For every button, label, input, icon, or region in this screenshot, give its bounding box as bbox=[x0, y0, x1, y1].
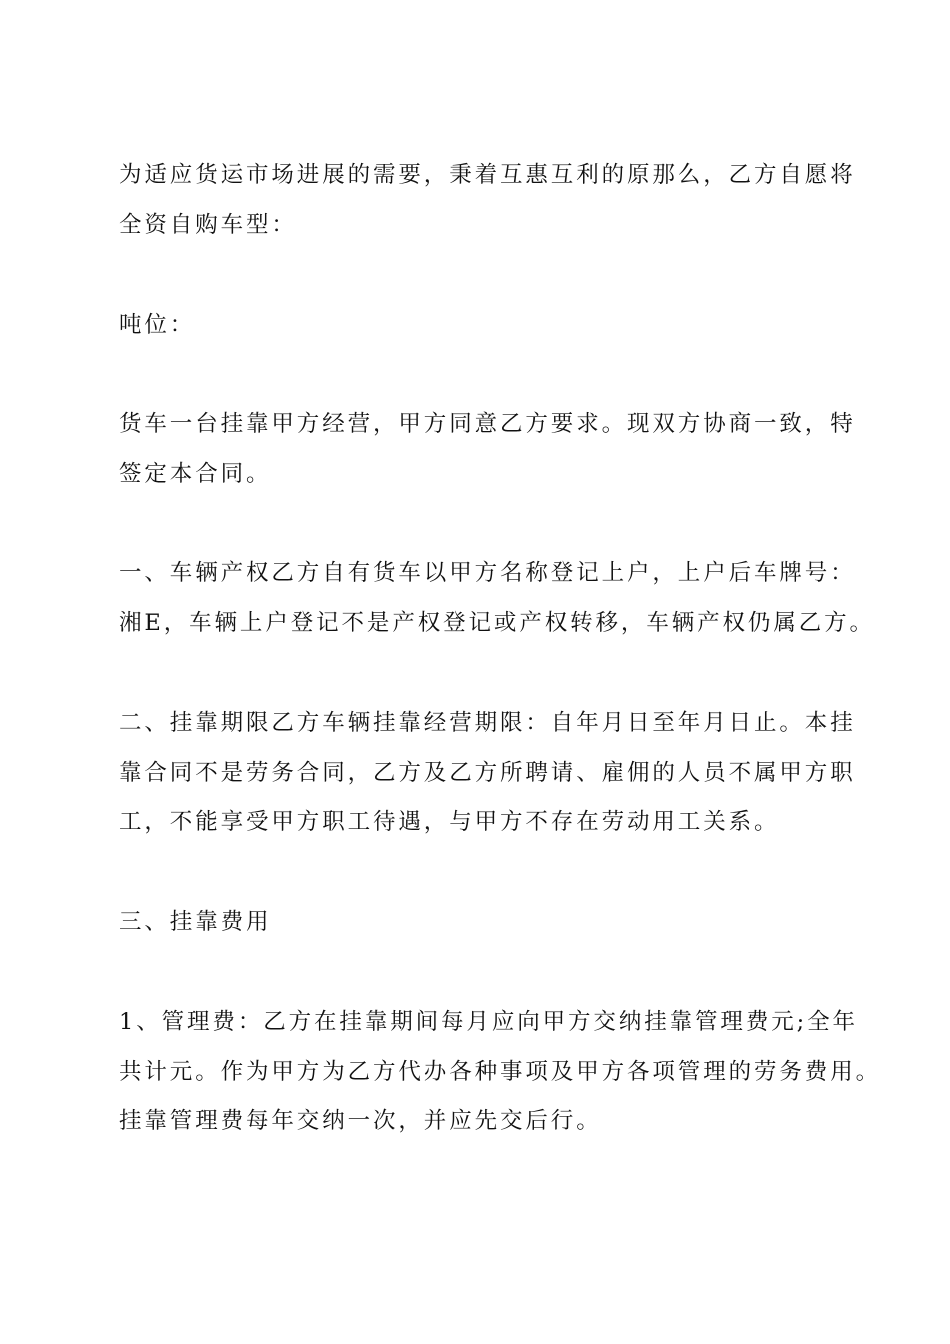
paragraph-section-3-1-management-fee bbox=[119, 998, 882, 1147]
paragraph-section-2-term bbox=[119, 699, 856, 848]
paragraph-section-3-heading bbox=[119, 898, 849, 948]
text-line: 三、挂靠费用 bbox=[119, 909, 272, 935]
text-line: 挂靠管理费每年交纳一次，并应先交后行。 bbox=[119, 1108, 602, 1134]
paragraph-affiliation bbox=[119, 400, 856, 499]
text-line: 为适应货运市场进展的需要，秉着互惠互利的原那么，乙方自愿将 bbox=[119, 162, 856, 188]
text-line: 吨位： bbox=[119, 312, 196, 338]
text-line: 二、挂靠期限乙方车辆挂靠经营期限：自年月日至年月日止。本挂 bbox=[119, 710, 856, 736]
paragraph-section-1-ownership bbox=[119, 549, 875, 648]
paragraph-intro bbox=[119, 151, 856, 250]
text-line: 全资自购车型： bbox=[119, 211, 297, 238]
text-line: 共计元。作为甲方为乙方代办各种事项及甲方各项管理的劳务费用。 bbox=[119, 1058, 882, 1085]
text-line: 工，不能享受甲方职工待遇，与甲方不存在劳动用工关系。 bbox=[119, 809, 780, 835]
text-line: 签定本合同。 bbox=[119, 460, 272, 487]
paragraph-tonnage bbox=[119, 301, 849, 351]
text-line: 一、车辆产权乙方自有货车以甲方名称登记上户，上户后车牌号： bbox=[119, 560, 856, 586]
text-line: 货车一台挂靠甲方经营，甲方同意乙方要求。现双方协商一致，特 bbox=[119, 411, 856, 437]
text-line: 靠合同不是劳务合同，乙方及乙方所聘请、雇佣的人员不属甲方职 bbox=[119, 759, 856, 786]
text-line: 1、管理费：乙方在挂靠期间每月应向甲方交纳挂靠管理费元;全年 bbox=[119, 1009, 858, 1035]
text-line: 湘E，车辆上户登记不是产权登记或产权转移，车辆产权仍属乙方。 bbox=[119, 609, 875, 636]
